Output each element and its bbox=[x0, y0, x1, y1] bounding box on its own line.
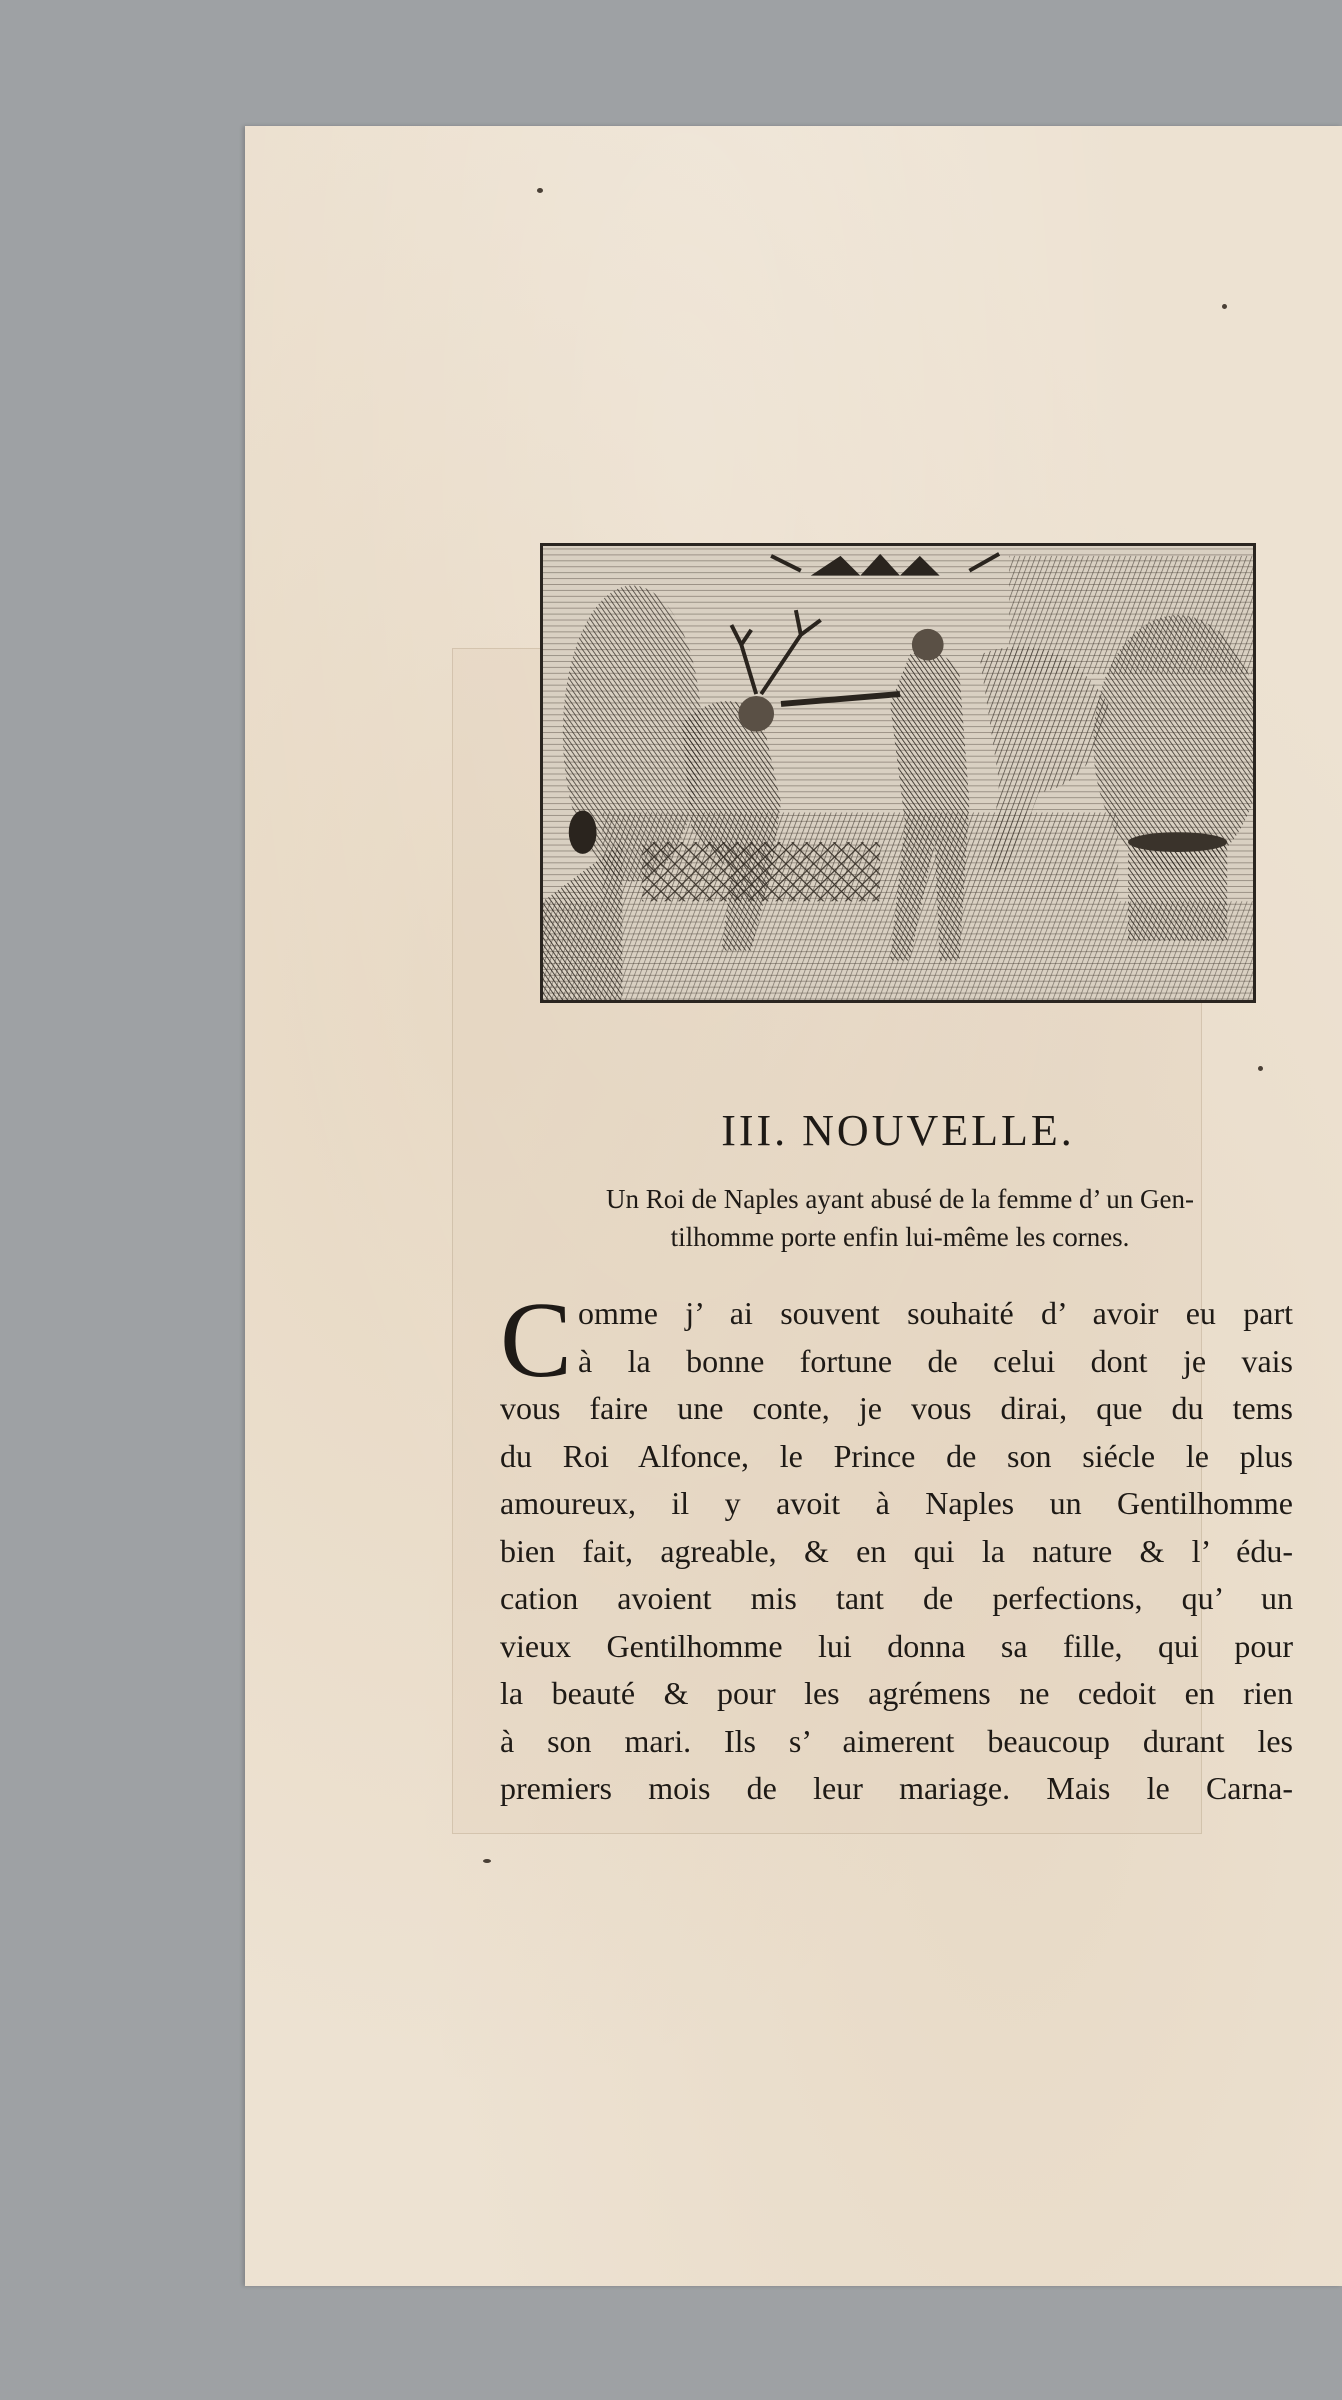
body-line: vieux Gentilhomme lui donna sa fille, qui pour bbox=[500, 1627, 1293, 1664]
ink-speck bbox=[1222, 304, 1227, 309]
body-line: à la bonne fortune de celui dont je vais bbox=[578, 1342, 1293, 1379]
body-line: du Roi Alfonce, le Prince de son siécle le plus bbox=[500, 1437, 1293, 1474]
engraving-icon bbox=[543, 546, 1253, 1000]
subtitle-line: tilhomme porte enfin lui-même les cornes. bbox=[670, 1222, 1130, 1252]
engraved-illustration bbox=[540, 543, 1256, 1003]
ink-speck bbox=[537, 188, 543, 193]
body-line: premiers mois de leur mariage. Mais le Carna- bbox=[500, 1770, 1293, 1806]
chapter-subtitle bbox=[495, 1180, 1305, 1256]
ink-speck bbox=[483, 1859, 491, 1863]
subtitle-line: Un Roi de Naples ayant abusé de la femme d’ un Gen- bbox=[605, 1184, 1195, 1214]
body-line: vous faire une conte, je vous dirai, que du tems bbox=[500, 1390, 1293, 1426]
ink-speck bbox=[1258, 1066, 1263, 1071]
chapter-heading: III. NOUVELLE. bbox=[721, 1106, 1075, 1155]
body-line: bien fait, agreable, & en qui la nature & l’ édu- bbox=[500, 1532, 1293, 1569]
body-line: à son mari. Ils s’ aimerent beaucoup durant les bbox=[500, 1722, 1293, 1759]
body-line: amoureux, il y avoit à Naples un Gentilhomme bbox=[500, 1485, 1293, 1521]
body-line: la beauté & pour les agrémens ne cedoit en rien bbox=[500, 1675, 1293, 1711]
body-line: cation avoient mis tant de perfections, qu’ un bbox=[500, 1580, 1293, 1616]
drop-cap: C bbox=[500, 1281, 573, 1400]
body-line: omme j’ ai souvent souhaité d’ avoir eu part bbox=[578, 1295, 1293, 1331]
body-paragraph bbox=[500, 1281, 1293, 1813]
